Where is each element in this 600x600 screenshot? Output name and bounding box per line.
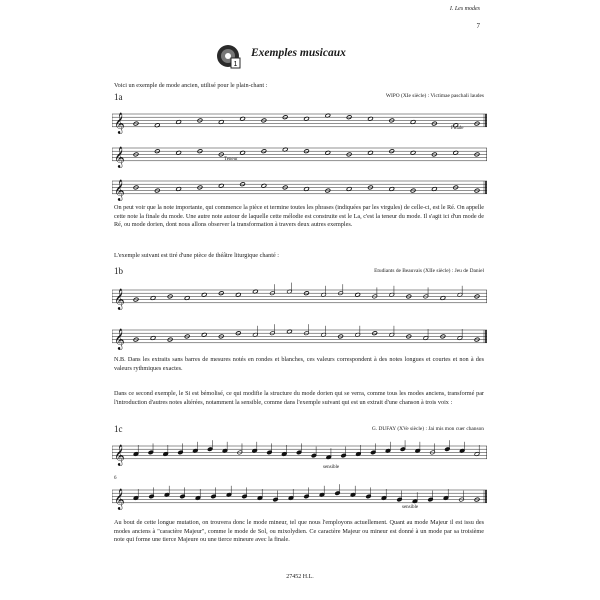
note [287,283,293,294]
note [381,489,387,500]
note [389,286,395,297]
note [350,486,356,497]
note [326,448,332,459]
paragraph-1a: On peut voir que la note importante, qui commence la pièce et termine toutes les phrases (indiquées par les virgules) de celle-ci, est le Ré. On appelle cette note la finale du mode. Une autre note autour de laquelle cette mélodie est construite est le La, c'est la teneur du mode. Il s'agit ici d'un mode de Ré, ou mode dorien, dont nous allons observer la transformation à travers deux autres exemples. [114,204,484,229]
intro-1a: Voici un exemple de mode ancien, utilisé pour le plain-chant : [114,82,268,89]
note [423,329,429,340]
label-finale: Finale [451,126,464,131]
example-label-1a: 1a [114,92,123,102]
page-number: 7 [476,22,480,30]
note [222,442,228,453]
note [253,326,259,337]
note [164,486,170,497]
note [474,445,480,456]
note [459,442,465,453]
note [415,442,421,453]
note [356,445,362,456]
note [412,492,418,503]
note [252,442,258,453]
paragraph-1c: Au bout de cette longue mutation, on trouvera donc le mode mineur, tel que nous l'employons actuellement. Quant au mode Majeur il est issu des modes anciens à "caractère Majeur", comme le mode de Sol, ou mixolydien. Ce caractère Majeur ou mineur est donné à un mode par sa troisième note qui forme une tierce Majeure ou une tierce mineure avec la finale. [114,519,484,544]
measure-number: 6 [114,476,117,481]
section-title: Exemples musicaux [251,47,346,59]
treble-clef-icon: 𝄞 [114,112,125,134]
intro-1b: L'exemple suivant est tiré d'une pièce de théâtre liturgique chanté : [114,252,279,259]
cd-icon [215,43,241,69]
note [457,286,463,297]
cd-track-number: 1 [233,61,238,68]
note [226,486,232,497]
note [195,489,201,500]
treble-clef-icon: 𝄞 [114,288,125,310]
staff-1c-line2 [112,478,487,518]
label-sensible-1: sensible [323,465,340,470]
note [193,442,199,453]
note-nb: N.B. Dans les extraits sans barres de mesures notés en rondes et blanches, ces valeurs correspondent à des notes longues et courtes et non à des valeurs rythmiques exactes. [114,356,484,372]
example-source-1c: G. DUFAY (XVe siècle) : Jai mis mon cuer chanson [371,426,484,432]
note [355,326,361,337]
example-label-1b: 1b [114,266,123,276]
staff-1a-line3 [112,169,487,209]
staff-1c-line1 [112,434,487,474]
note [319,486,325,497]
treble-clef-icon: 𝄞 [114,328,125,350]
note [133,489,139,500]
label-teneur: Teneur [224,157,238,162]
staff-1b-line2 [112,318,487,358]
chapter-header: I. Les modes [449,6,480,12]
staff-1b-line1 [112,278,487,318]
treble-clef-icon: 𝄞 [114,488,125,510]
intro-1c: Dans ce second exemple, le Si est bémolisé, ce qui modifie la structure du mode dorien qui se verra, comme tous les modes anciens, transformé par l'introduction d'autres notes altérées, notamment la sensible, comme dans l'exemple suivant qui est un extrait d'une chanson à trois voix : [114,390,484,406]
treble-clef-icon: 𝄞 [114,179,125,201]
note [321,326,327,337]
note [389,326,395,337]
example-source-1a: WIPO (XIe siècle) : Victimae paschali laudes [385,93,484,99]
note [443,489,449,500]
note [163,445,169,456]
example-label-1c: 1c [114,424,123,434]
note [281,445,287,456]
example-source-1b: Etudiants de Beauvais (XIIe siècle) : Jeu de Daniel [374,268,484,274]
note [321,286,327,297]
note [385,442,391,453]
note [457,329,463,340]
label-sensible-2: sensible [402,505,419,510]
treble-clef-icon: 𝄞 [114,444,125,466]
treble-clef-icon: 𝄞 [114,146,125,168]
note [288,489,294,500]
note [133,445,139,456]
footer-edition-number: 27452 H.L. [286,574,314,580]
note [257,489,263,500]
